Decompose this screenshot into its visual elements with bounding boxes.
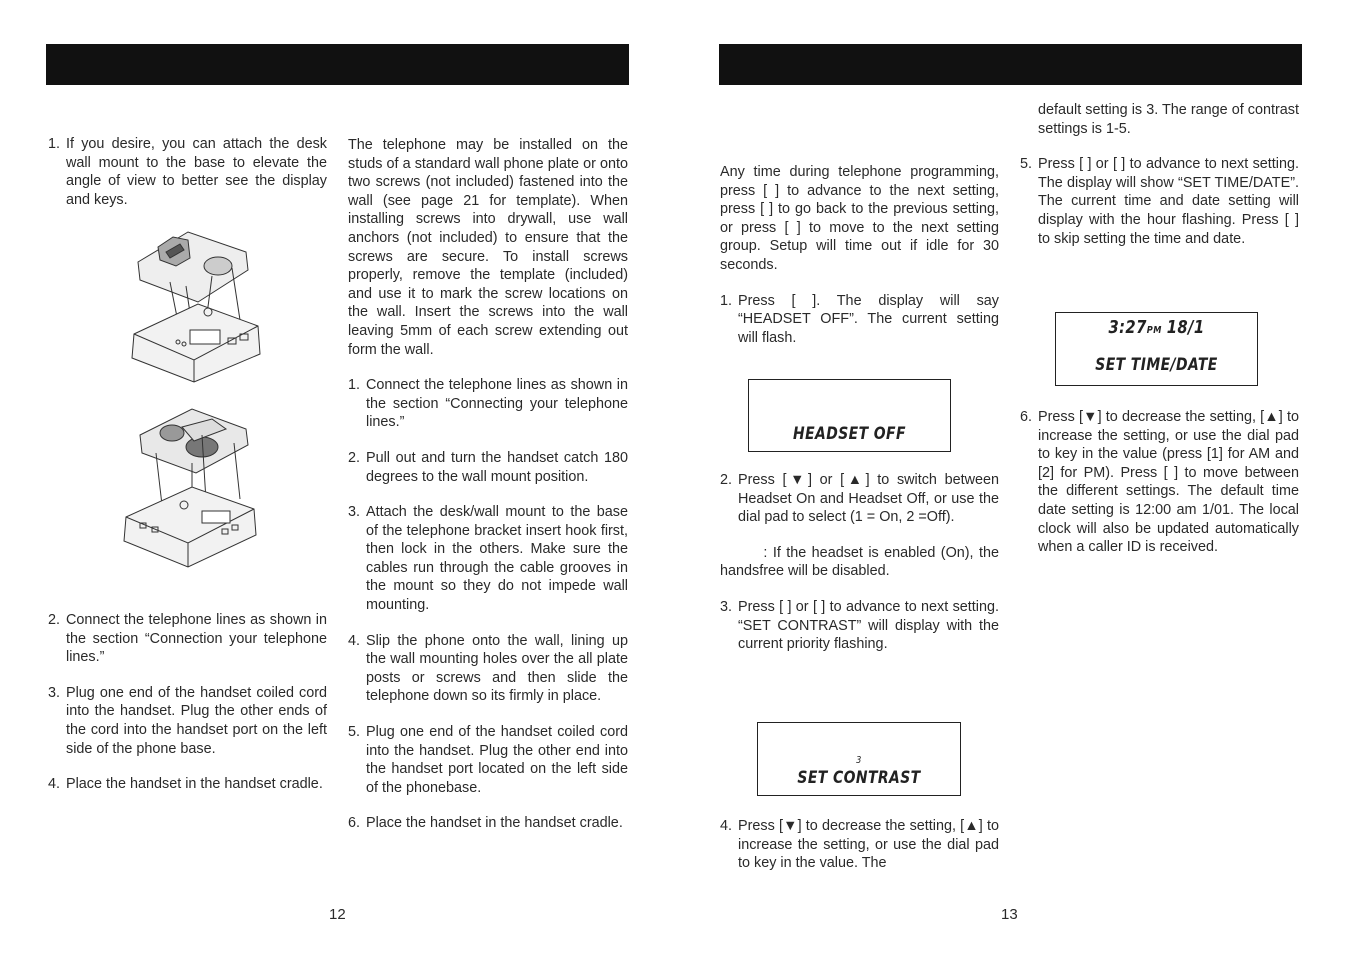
lcd-line-2: SET TIME/DATE bbox=[1095, 355, 1218, 375]
item-text: Connect the telephone lines as shown in the section “Connection your telephone lines.” bbox=[66, 612, 327, 666]
lcd-display-headset bbox=[748, 379, 951, 452]
lcd-display-contrast bbox=[757, 722, 961, 796]
right-column-1-bottom bbox=[720, 817, 999, 873]
item-text: Plug one end of the handset coiled cord into the handset. Plug the other ends of the cord into the handset port on the left side of the phone base. bbox=[66, 684, 327, 757]
lcd-time-line bbox=[1074, 317, 1239, 338]
list-item: 6. Place the handset in the handset cradle. bbox=[348, 814, 628, 833]
item-text: Slip the phone onto the wall, lining up the wall mounting holes over the all plate posts or screws and then slide the telephone down so its firmly in place. bbox=[366, 632, 628, 705]
page-number-left: 12 bbox=[329, 906, 346, 923]
wall-mount-illustration bbox=[122, 405, 260, 570]
list-item: 3. Press [ ] or [ ] to advance to next setting. “SET CONTRAST” will display with the current priority flashing. bbox=[720, 598, 999, 653]
lcd-line-1: 3 bbox=[856, 755, 862, 766]
item-text: If you desire, you can attach the desk wall mount to the base to elevate the angle of view to better see the display and keys. bbox=[66, 136, 327, 208]
item-text: Place the handset in the handset cradle. bbox=[366, 815, 623, 832]
item-text: Plug one end of the handset coiled cord into the handset. Plug the other end into the handset port located on the left side of the phonebase. bbox=[366, 724, 628, 796]
item-text: Place the handset in the handset cradle. bbox=[66, 776, 323, 793]
lcd-display-time-date bbox=[1055, 312, 1258, 386]
item-text: Press [▼] to decrease the setting, [▲] to increase the setting, or use the dial pad to key in the value. The bbox=[738, 818, 999, 872]
left-column-1 bbox=[48, 135, 327, 209]
item-text: Press [ ] or [ ] to advance to next setting. “SET CONTRAST” will display with the current priority flashing. bbox=[738, 598, 999, 653]
programming-intro: Any time during telephone programming, press [ ] to advance to the next setting, press [ ] to go back to the previous setting, or press [ ] to move to the next setting group. Setup will time out if idle for 30 seconds. bbox=[720, 164, 999, 273]
item-text: Pull out and turn the handset catch 180 degrees to the wall mount position. bbox=[366, 449, 628, 485]
left-column-1-lower bbox=[48, 611, 327, 794]
list-item: 2. Press [▼] or [▲] to switch between Headset On and Headset Off, or use the dial pad to select (1 = On, 2 =Off). bbox=[720, 472, 999, 526]
left-column-2 bbox=[348, 136, 628, 833]
lcd-time: 3:27 bbox=[1108, 317, 1147, 338]
list-item: 3. Attach the desk/wall mount to the base of the telephone bracket insert hook first, then lock in the others. Make sure the cables run through the cable grooves in the mount so they do not impede wall mounting. bbox=[348, 504, 628, 614]
list-item: 3. Plug one end of the handset coiled cord into the handset. Plug the other ends of the cord into the handset port on the left side of the phone base. bbox=[48, 684, 327, 757]
right-header-bar bbox=[719, 44, 1302, 85]
lcd-ampm: PM bbox=[1146, 325, 1162, 336]
list-item: 4. Place the handset in the handset cradle. bbox=[48, 775, 327, 794]
item-text: Attach the desk/wall mount to the base of the telephone bracket insert hook first, then lock in the others. Make sure the cables run through the cable grooves in the mount so they do not impede wall mounting. bbox=[366, 504, 628, 614]
list-item: 6. Press [▼] to decrease the setting, [▲] to increase the setting, or use the dial pad to key in the value (press [1] for AM and [2] for PM). Press [ ] to move between the different settings. The default time date setting is 12:00 am 1/01. The local clock will also be updated automatically when a caller ID is received. bbox=[1020, 409, 1299, 556]
list-item: 2. Pull out and turn the handset catch 180 degrees to the wall mount position. bbox=[348, 449, 628, 485]
item-text: Connect the telephone lines as shown in the section “Connecting your telephone lines.” bbox=[366, 377, 628, 431]
left-header-bar bbox=[46, 44, 629, 85]
list-item: 4. Slip the phone onto the wall, lining up the wall mounting holes over the all plate posts or screws and then slide the telephone down so its firmly in place. bbox=[348, 632, 628, 705]
item-text: Press [▼] or [▲] to switch between Headset On and Headset Off, or use the dial pad to select (1 = On, 2 =Off). bbox=[738, 472, 999, 526]
right-column-1-top bbox=[720, 163, 999, 347]
list-item: 2. Connect the telephone lines as shown in the section “Connection your telephone lines.” bbox=[48, 612, 327, 666]
note-text: : If the headset is enabled (On), the handsfree will be disabled. bbox=[720, 544, 1003, 580]
page-number-right: 13 bbox=[1001, 906, 1018, 923]
lcd-line-2: SET CONTRAST bbox=[797, 768, 921, 788]
list-item: 1. Press [ ]. The display will say “HEADSET OFF”. The current setting will flash. bbox=[720, 292, 999, 346]
wall-mount-intro: The telephone may be installed on the studs of a standard wall phone plate or onto two screws (not included) fastened into the wall (see page 21 for template). When installing screws into drywall, use wall anchors (not included) to ensure that the screws are secure. To install screws properly, remove the template (included) and use it to mark the screw locations on the wall. Insert the screws into the wall leaving 5mm of each screw extending out form the wall. bbox=[348, 137, 628, 358]
list-item: 1. If you desire, you can attach the desk wall mount to the base to elevate the angle of view to better see the display and keys. bbox=[48, 136, 327, 208]
list-item: 1. Connect the telephone lines as shown in the section “Connecting your telephone lines.” bbox=[348, 377, 628, 431]
right-column-2-bottom bbox=[1020, 408, 1299, 557]
desk-mount-illustration bbox=[128, 222, 266, 387]
contrast-continued: default setting is 3. The range of contrast settings is 1-5. bbox=[1038, 102, 1299, 137]
list-item: 5. Press [ ] or [ ] to advance to next setting. The display will show “SET TIME/DATE”. The current time and date setting will display with the hour flashing. Press [ ] to skip setting the time and date. bbox=[1020, 156, 1299, 247]
lcd-line-2: HEADSET OFF bbox=[793, 424, 906, 444]
item-text: Press [▼] to decrease the setting, [▲] to increase the setting, or use the dial pad to key in the value (press [1] for AM and [2] for PM). Press [ ] to move between the different settings. The default time date setting is 12:00 am 1/01. The local clock will also be updated automatically when a caller ID is received. bbox=[1038, 409, 1299, 556]
item-text: Press [ ]. The display will say “HEADSET OFF”. The current setting will flash. bbox=[738, 292, 999, 346]
list-item: 4. Press [▼] to decrease the setting, [▲] to increase the setting, or use the dial pad to key in the value. The bbox=[720, 818, 999, 872]
right-column-2-top bbox=[1020, 101, 1299, 248]
right-column-1-mid bbox=[720, 471, 1003, 654]
lcd-date: 18/1 bbox=[1166, 317, 1205, 338]
list-item: 5. Plug one end of the handset coiled cord into the handset. Plug the other end into the handset port located on the left side of the phonebase. bbox=[348, 724, 628, 796]
item-text: Press [ ] or [ ] to advance to next setting. The display will show “SET TIME/DATE”. The current time and date setting will display with the hour flashing. Press [ ] to skip setting the time and date. bbox=[1038, 156, 1299, 247]
